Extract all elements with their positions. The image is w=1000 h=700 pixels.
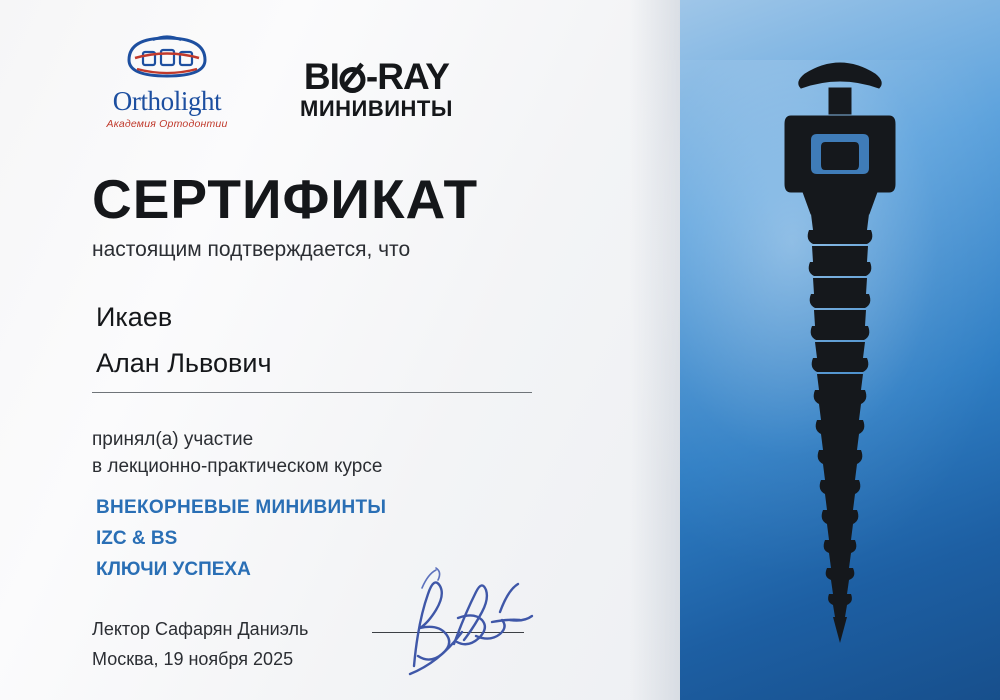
ortholight-name: Ortholight — [112, 86, 222, 116]
logo-row — [92, 30, 453, 130]
lecturer-name: Лектор Сафарян Даниэль — [92, 619, 309, 639]
bioray-logo — [300, 30, 453, 122]
braces-teeth-icon — [119, 30, 215, 86]
mini-screw-illustration — [725, 38, 955, 658]
recipient-surname: Икаев — [96, 302, 173, 332]
certificate-title: СЕРТИФИКАТ — [92, 168, 479, 230]
recipient-underline — [92, 392, 532, 393]
participation-text — [92, 426, 382, 480]
participation-line-1: принял(а) участие — [92, 429, 254, 450]
course-title — [96, 492, 386, 585]
bioray-slashed-o-icon — [339, 58, 366, 95]
recipient-given-name: Алан Львович — [96, 348, 272, 378]
bioray-name-part1: BI — [303, 56, 339, 97]
handwritten-signature — [392, 548, 562, 678]
course-line-2: IZC & BS — [96, 528, 178, 549]
ortholight-tagline: Академия Ортодонтии — [106, 118, 228, 130]
certificate-subtitle: настоящим подтверждается, что — [92, 238, 411, 261]
place-and-date: Москва, 19 ноября 2025 — [92, 649, 294, 669]
course-line-3: КЛЮЧИ УСПЕХА — [96, 559, 251, 580]
bioray-name-part2: -RAY — [365, 56, 449, 97]
certificate-blue-panel — [680, 0, 1000, 700]
bioray-name — [300, 58, 453, 95]
bioray-subtitle: МИНИВИНТЫ — [300, 96, 453, 121]
footer-block — [92, 614, 308, 674]
course-line-1: ВНЕКОРНЕВЫЕ МИНИВИНТЫ — [96, 497, 387, 518]
ortholight-logo — [92, 30, 242, 130]
participation-line-2: в лекционно-практическом курсе — [92, 456, 383, 477]
